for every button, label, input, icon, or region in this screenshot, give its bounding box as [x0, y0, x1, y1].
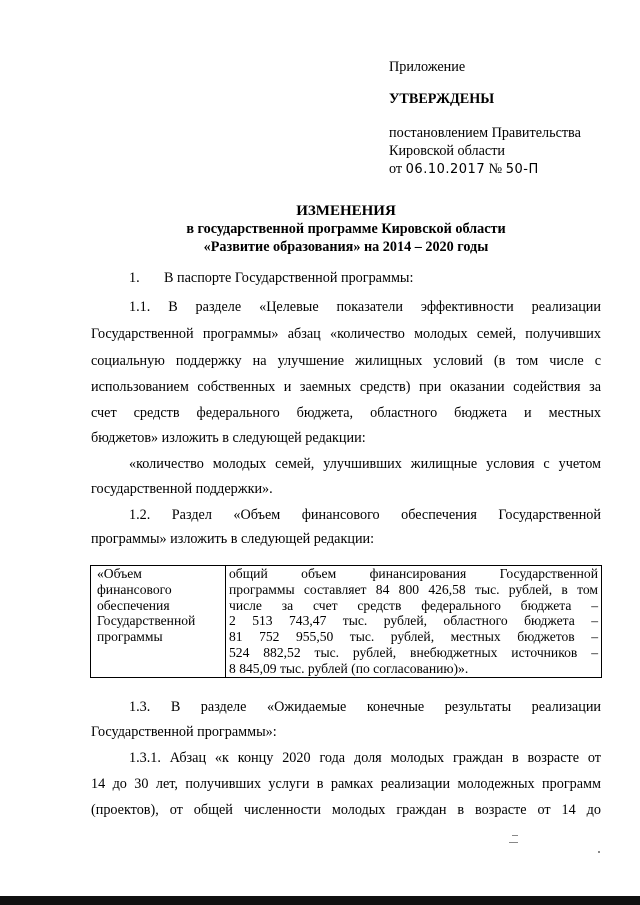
item-1-3-1-line: 1.3.1. Абзац «к концу 2020 года доля молодых граждан в возрасте от [129, 750, 601, 766]
document-subtitle-2: «Развитие образования» на 2014 – 2020 годы [203, 239, 489, 255]
table-right-line: программы составляет 84 800 426,58 тыс. рублей, в том [229, 581, 598, 597]
table-right-line: 2 513 743,47 тыс. рублей, областного бюджета – [229, 613, 598, 629]
table-left-line: «Объем [97, 566, 142, 581]
table-right-line: 524 882,52 тыс. рублей, внебюджетных источников – [229, 644, 598, 660]
item-1-1-line: счет средств федерального бюджета, областного бюджета и местных [91, 405, 601, 421]
table-right-line: общий объем финансирования Государственной [229, 566, 598, 581]
table-right-line: 81 752 955,50 тыс. рублей, местных бюджетов – [229, 629, 598, 645]
table-right-cell [226, 566, 602, 678]
quote-line: «количество молодых семей, улучшивших жилищные условия с учетом [129, 456, 601, 472]
item-1-3-1-line: (проектов), от общей численности молодых граждан в возрасте от 14 до [91, 802, 601, 818]
decree-line-2: Кировской области [389, 143, 505, 159]
appendix-label: Приложение [389, 59, 466, 75]
scan-speck [509, 842, 518, 843]
financing-table [90, 565, 602, 678]
table-left-cell [91, 566, 226, 678]
document-title: ИЗМЕНЕНИЯ [296, 203, 396, 219]
scan-speck [512, 835, 518, 836]
item-1-1-line: 1.1. В разделе «Целевые показатели эффективности реализации [129, 299, 601, 315]
table-left-line: программы [97, 629, 163, 645]
item-1-1-line: Государственной программы» абзац «количество молодых семей, получивших [91, 326, 601, 342]
table-left-line: финансового [97, 581, 172, 597]
item-1-2-line: программы» изложить в следующей редакции: [91, 531, 375, 547]
item-1-3-1-line: 14 до 30 лет, получивших услуги в рамках реализации молодежных программ [91, 776, 601, 792]
item-1-number: 1. [129, 270, 140, 286]
scan-bottom-edge [0, 896, 640, 905]
item-1-3-line: 1.3. В разделе «Ожидаемые конечные результаты реализации [129, 699, 601, 715]
item-1-text: В паспорте Государственной программы: [164, 270, 414, 286]
item-1-1-line: использованием собственных и заемных средств) при оказании содействия за [91, 379, 601, 395]
decree-prefix: от [389, 161, 403, 177]
quote-line: государственной поддержки». [91, 481, 273, 497]
table-left-line: обеспечения [97, 597, 170, 613]
item-1-1-line: бюджетов» изложить в следующей редакции: [91, 430, 366, 446]
table-row [91, 566, 602, 678]
decree-number: 50-П [505, 162, 539, 177]
item-1-3-line: Государственной программы»: [91, 724, 277, 740]
decree-date: 06.10.2017 [405, 162, 486, 177]
document-subtitle-1: в государственной программе Кировской области [186, 221, 506, 237]
decree-line-3 [389, 161, 539, 178]
decree-line-1: постановлением Правительства [389, 125, 581, 141]
decree-number-sign: № [488, 161, 503, 177]
scan-speck [598, 851, 600, 853]
table-right-line: 8 845,09 тыс. рублей (по согласованию)». [229, 660, 469, 676]
table-right-line: числе за счет средств федерального бюджета – [229, 597, 598, 613]
table-left-line: Государственной [97, 613, 196, 629]
item-1-1-line: социальную поддержку на улучшение жилищных условий (в том числе с [91, 353, 601, 369]
approved-label: УТВЕРЖДЕНЫ [389, 91, 495, 107]
item-1-2-line: 1.2. Раздел «Объем финансового обеспечения Государственной [129, 507, 601, 523]
